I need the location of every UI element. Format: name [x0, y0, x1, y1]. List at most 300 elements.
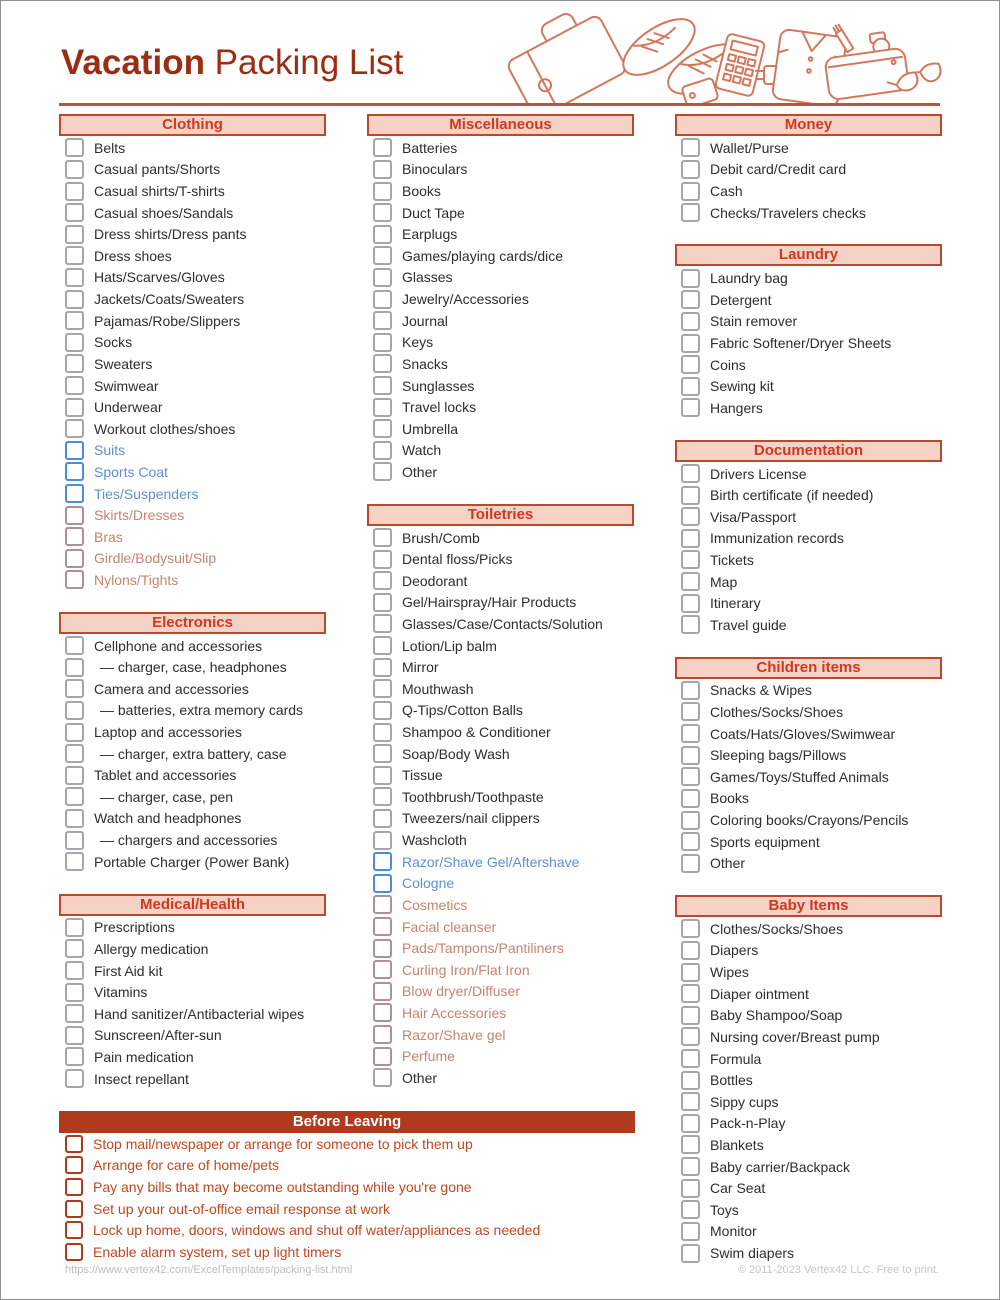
checklist-item	[675, 1177, 942, 1199]
checkbox[interactable]	[373, 376, 392, 395]
checkbox[interactable]	[681, 1179, 700, 1198]
checklist-item	[675, 1199, 942, 1221]
checkbox[interactable]	[373, 744, 392, 763]
checkbox[interactable]	[373, 658, 392, 677]
checkbox[interactable]	[681, 681, 700, 700]
checkbox[interactable]	[65, 723, 84, 742]
item-label: Earplugs	[402, 226, 458, 243]
checkbox[interactable]	[65, 376, 84, 395]
checkbox[interactable]	[681, 507, 700, 526]
checkbox[interactable]	[65, 961, 84, 980]
checkbox[interactable]	[373, 160, 392, 179]
checkbox[interactable]	[65, 246, 84, 265]
item-label: Enable alarm system, set up light timers	[93, 1243, 342, 1260]
checkbox[interactable]	[373, 982, 392, 1001]
checkbox[interactable]	[65, 527, 84, 546]
checkbox[interactable]	[681, 138, 700, 157]
checklist-item	[367, 440, 634, 462]
item-label: Shampoo & Conditioner	[402, 724, 551, 741]
checklist-item	[367, 267, 634, 289]
checkbox[interactable]	[373, 960, 392, 979]
checkbox[interactable]	[681, 1135, 700, 1154]
checkbox[interactable]	[65, 918, 84, 937]
checkbox[interactable]	[65, 701, 84, 720]
item-label: Cologne	[402, 875, 455, 892]
checkbox[interactable]	[681, 1027, 700, 1046]
section-items	[59, 634, 326, 873]
item-label: Umbrella	[402, 420, 459, 437]
checkbox[interactable]	[373, 679, 392, 698]
item-label: Travel guide	[710, 616, 787, 633]
checkbox[interactable]	[373, 203, 392, 222]
item-label: Sweaters	[94, 355, 153, 372]
checklist-item	[675, 137, 942, 159]
checkbox[interactable]	[65, 787, 84, 806]
checkbox[interactable]	[65, 290, 84, 309]
checkbox[interactable]	[373, 766, 392, 785]
checklist-item	[367, 959, 634, 981]
checklist-item	[59, 331, 326, 353]
checkbox[interactable]	[681, 1092, 700, 1111]
item-label: — charger, extra battery, case	[100, 745, 287, 762]
checklist-item	[675, 852, 942, 874]
checklist-item	[59, 202, 326, 224]
section-items	[675, 462, 942, 636]
checklist-item	[675, 311, 942, 333]
checkbox[interactable]	[65, 1004, 84, 1023]
checkbox[interactable]	[65, 138, 84, 157]
item-label: Casual shirts/T-shirts	[94, 183, 225, 200]
section-toiletries	[367, 504, 634, 1089]
section-items	[59, 136, 326, 591]
checklist-item	[59, 851, 326, 873]
checklist-item	[367, 700, 634, 722]
checklist-item	[675, 332, 942, 354]
checkbox[interactable]	[373, 636, 392, 655]
checklist-item	[367, 937, 634, 959]
checkbox[interactable]	[681, 550, 700, 569]
checkbox[interactable]	[373, 550, 392, 569]
checklist-item	[59, 1068, 326, 1090]
checklist-item	[367, 245, 634, 267]
checkbox[interactable]	[373, 571, 392, 590]
checkbox[interactable]	[681, 529, 700, 548]
checklist-item	[59, 548, 326, 570]
section-items	[367, 136, 634, 483]
checklist-item	[675, 809, 942, 831]
checklist-item	[675, 1134, 942, 1156]
item-label: Sippy cups	[710, 1093, 779, 1110]
checkbox[interactable]	[681, 355, 700, 374]
checkbox[interactable]	[65, 679, 84, 698]
item-label: Belts	[94, 139, 126, 156]
checkbox[interactable]	[373, 917, 392, 936]
checklist-item	[59, 938, 326, 960]
checkbox[interactable]	[65, 1069, 84, 1088]
checkbox[interactable]	[373, 1003, 392, 1022]
item-label: Toothbrush/Toothpaste	[402, 788, 544, 805]
item-label: Tweezers/nail clippers	[402, 810, 540, 827]
checkbox[interactable]	[65, 852, 84, 871]
item-label: Map	[710, 573, 738, 590]
section-documentation	[675, 440, 942, 636]
checklist-item	[367, 1067, 634, 1089]
section-items	[675, 266, 942, 418]
checklist-item	[367, 786, 634, 808]
item-label: Binoculars	[402, 161, 468, 178]
checklist-item	[675, 940, 942, 962]
checkbox[interactable]	[373, 614, 392, 633]
item-label: Wipes	[710, 964, 749, 981]
checklist-item	[59, 656, 326, 678]
checklist-item	[367, 396, 634, 418]
checklist-item	[675, 961, 942, 983]
section-medical-health	[59, 894, 326, 1090]
checkbox[interactable]	[681, 984, 700, 1003]
item-label: Tissue	[402, 767, 443, 784]
item-label: Suits	[94, 442, 126, 459]
checkbox[interactable]	[681, 1157, 700, 1176]
section-items	[675, 917, 942, 1264]
checklist-item	[675, 1048, 942, 1070]
checkbox[interactable]	[373, 290, 392, 309]
checkbox[interactable]	[681, 1071, 700, 1090]
checkbox[interactable]	[681, 377, 700, 396]
checkbox[interactable]	[373, 182, 392, 201]
checklist-item	[367, 1002, 634, 1024]
checkbox[interactable]	[681, 1049, 700, 1068]
checkbox[interactable]	[681, 746, 700, 765]
checkbox[interactable]	[65, 268, 84, 287]
checklist-item	[59, 635, 326, 657]
checkbox[interactable]	[681, 182, 700, 201]
travel-doodles-illustration	[494, 9, 944, 104]
checklist-item	[59, 829, 326, 851]
checklist-item	[59, 526, 326, 548]
section-header: Baby Items	[675, 895, 942, 917]
checkbox[interactable]	[681, 789, 700, 808]
checkbox[interactable]	[65, 203, 84, 222]
checkbox[interactable]	[65, 636, 84, 655]
checklist-item	[675, 202, 942, 224]
checkbox[interactable]	[681, 919, 700, 938]
section-items	[59, 916, 326, 1090]
checklist-item	[59, 743, 326, 765]
checklist-item	[59, 1176, 635, 1198]
calculator-icon	[715, 33, 765, 97]
checklist-item	[367, 808, 634, 830]
checkbox[interactable]	[373, 852, 392, 871]
checklist-item	[367, 981, 634, 1003]
item-label: Brush/Comb	[402, 529, 480, 546]
checkbox[interactable]	[373, 1068, 392, 1087]
checklist-item	[59, 288, 326, 310]
item-label: Mirror	[402, 659, 439, 676]
footer-url[interactable]: https://www.vertex42.com/ExcelTemplates/packing-list.html	[65, 1264, 353, 1276]
checkbox[interactable]	[65, 939, 84, 958]
checkbox[interactable]	[373, 874, 392, 893]
checkbox[interactable]	[65, 1243, 83, 1261]
section-header: Electronics	[59, 612, 326, 634]
item-label: Dress shirts/Dress pants	[94, 226, 247, 243]
checkbox[interactable]	[65, 484, 84, 503]
checkbox[interactable]	[681, 963, 700, 982]
checkbox[interactable]	[65, 570, 84, 589]
checkbox[interactable]	[373, 268, 392, 287]
checkbox[interactable]	[681, 702, 700, 721]
checkbox[interactable]	[65, 506, 84, 525]
item-label: Lock up home, doors, windows and shut off water/appliances as needed	[93, 1222, 541, 1239]
checkbox[interactable]	[681, 572, 700, 591]
checklist-item	[675, 528, 942, 550]
checkbox[interactable]	[65, 311, 84, 330]
checklist-item	[675, 267, 942, 289]
checklist-item	[675, 354, 942, 376]
checkbox[interactable]	[373, 225, 392, 244]
checkbox[interactable]	[681, 767, 700, 786]
checkbox[interactable]	[373, 462, 392, 481]
checkbox[interactable]	[681, 811, 700, 830]
section-header: Toiletries	[367, 504, 634, 526]
item-label: Glasses	[402, 269, 453, 286]
checklist-item	[59, 917, 326, 939]
item-label: Wallet/Purse	[710, 139, 789, 156]
checkbox[interactable]	[373, 1025, 392, 1044]
item-label: Debit card/Credit card	[710, 161, 847, 178]
checkbox[interactable]	[65, 1221, 83, 1239]
checkbox[interactable]	[681, 464, 700, 483]
checklist-item	[59, 764, 326, 786]
checkbox[interactable]	[65, 983, 84, 1002]
item-label: Camera and accessories	[94, 680, 249, 697]
checklist-item	[367, 873, 634, 895]
checkbox[interactable]	[65, 462, 84, 481]
checkbox[interactable]	[65, 333, 84, 352]
checkbox[interactable]	[65, 398, 84, 417]
checklist-item	[59, 678, 326, 700]
checkbox[interactable]	[65, 1026, 84, 1045]
item-label: Bras	[94, 528, 123, 545]
checkbox[interactable]	[681, 1200, 700, 1219]
checkbox[interactable]	[681, 1114, 700, 1133]
item-label: Laptop and accessories	[94, 724, 242, 741]
item-label: Keys	[402, 334, 434, 351]
checkbox[interactable]	[65, 1200, 83, 1218]
checklist-item	[367, 137, 634, 159]
item-label: Coats/Hats/Gloves/Swimwear	[710, 725, 896, 742]
checkbox[interactable]	[681, 160, 700, 179]
checkbox[interactable]	[373, 246, 392, 265]
checklist-item	[59, 721, 326, 743]
checkbox[interactable]	[373, 701, 392, 720]
checkbox[interactable]	[65, 354, 84, 373]
section-header: Clothing	[59, 114, 326, 136]
checklist-item	[675, 484, 942, 506]
checkbox[interactable]	[373, 809, 392, 828]
checkbox[interactable]	[65, 744, 84, 763]
checkbox[interactable]	[373, 354, 392, 373]
checklist-item	[367, 635, 634, 657]
item-label: Socks	[94, 334, 133, 351]
item-label: Set up your out-of-office email response at work	[93, 1200, 391, 1217]
checklist-item	[675, 680, 942, 702]
checkbox[interactable]	[373, 939, 392, 958]
item-label: Stop mail/newspaper or arrange for someone to pick them up	[93, 1135, 473, 1152]
checkbox[interactable]	[373, 895, 392, 914]
checkbox[interactable]	[373, 398, 392, 417]
checklist-item	[675, 1242, 942, 1264]
item-label: Laundry bag	[710, 270, 788, 287]
checklist-item	[59, 353, 326, 375]
item-label: Insect repellant	[94, 1070, 189, 1087]
checklist-item	[59, 1025, 326, 1047]
checklist-item	[59, 569, 326, 591]
page-title-rest: Packing List	[204, 43, 404, 82]
item-label: Sewing kit	[710, 378, 774, 395]
item-label: Casual pants/Shorts	[94, 161, 221, 178]
section-items	[675, 136, 942, 223]
checkbox[interactable]	[65, 549, 84, 568]
checklist-item	[675, 1091, 942, 1113]
checkbox[interactable]	[681, 1006, 700, 1025]
checklist-item	[59, 981, 326, 1003]
checkbox[interactable]	[65, 419, 84, 438]
item-label: Travel locks	[402, 399, 477, 416]
item-label: Gel/Hairspray/Hair Products	[402, 594, 577, 611]
checklist-item	[367, 1024, 634, 1046]
checklist-item	[675, 1156, 942, 1178]
checkbox[interactable]	[65, 658, 84, 677]
checkbox[interactable]	[373, 831, 392, 850]
checkbox[interactable]	[681, 1244, 700, 1263]
item-label: Watch and headphones	[94, 810, 242, 827]
checkbox[interactable]	[681, 398, 700, 417]
item-label: Itinerary	[710, 595, 761, 612]
checkbox[interactable]	[65, 1135, 83, 1153]
item-label: Dental floss/Picks	[402, 551, 513, 568]
column-right	[675, 114, 942, 1264]
item-label: Portable Charger (Power Bank)	[94, 853, 290, 870]
checklist-item	[367, 851, 634, 873]
item-label: Sports Coat	[94, 463, 168, 480]
toiletry-bag-icon	[820, 15, 910, 100]
item-label: Razor/Shave gel	[402, 1026, 506, 1043]
checklist-item	[675, 1026, 942, 1048]
checklist-item	[675, 549, 942, 571]
checkbox[interactable]	[65, 766, 84, 785]
suitcase-icon	[498, 9, 627, 104]
checkbox[interactable]	[681, 203, 700, 222]
checkbox[interactable]	[65, 809, 84, 828]
checklist-item	[59, 310, 326, 332]
checkbox[interactable]	[65, 182, 84, 201]
checkbox[interactable]	[681, 854, 700, 873]
item-label: Lotion/Lip balm	[402, 637, 497, 654]
checklist-item	[367, 592, 634, 614]
section-items	[367, 526, 634, 1089]
checkbox[interactable]	[681, 615, 700, 634]
item-label: Stain remover	[710, 313, 798, 330]
checklist-item	[367, 527, 634, 549]
item-label: Sunglasses	[402, 377, 475, 394]
checklist-item	[367, 894, 634, 916]
checkbox[interactable]	[373, 528, 392, 547]
checkbox[interactable]	[681, 312, 700, 331]
checkbox[interactable]	[65, 225, 84, 244]
checkbox[interactable]	[681, 290, 700, 309]
checklist-item	[367, 223, 634, 245]
checklist-item	[367, 288, 634, 310]
checkbox[interactable]	[681, 594, 700, 613]
checkbox[interactable]	[373, 787, 392, 806]
checkbox[interactable]	[681, 334, 700, 353]
checklist-item	[367, 310, 634, 332]
checkbox[interactable]	[373, 723, 392, 742]
item-label: Toys	[710, 1201, 739, 1218]
checklist-item	[59, 700, 326, 722]
checkbox[interactable]	[373, 1047, 392, 1066]
checkbox[interactable]	[65, 160, 84, 179]
section-header: Before Leaving	[59, 1111, 635, 1133]
checkbox[interactable]	[373, 333, 392, 352]
item-label: Perfume	[402, 1048, 455, 1065]
checkbox[interactable]	[681, 832, 700, 851]
checklist-item	[675, 1221, 942, 1243]
checklist-item	[59, 483, 326, 505]
item-label: — charger, case, headphones	[100, 659, 287, 676]
checkbox[interactable]	[681, 941, 700, 960]
footer-copyright: © 2011-2023 Vertex42 LLC. Free to print.	[737, 1264, 939, 1276]
checklist-item	[675, 397, 942, 419]
checklist-item	[675, 1005, 942, 1027]
item-label: Diaper ointment	[710, 985, 809, 1002]
checklist-item	[59, 1133, 635, 1155]
checkbox[interactable]	[65, 1178, 83, 1196]
checklist-item	[675, 180, 942, 202]
item-label: Other	[402, 1069, 438, 1086]
checkbox[interactable]	[373, 419, 392, 438]
checkbox[interactable]	[373, 138, 392, 157]
checkbox[interactable]	[681, 1222, 700, 1241]
checkbox[interactable]	[373, 593, 392, 612]
item-label: Mouthwash	[402, 680, 474, 697]
checklist-item	[675, 831, 942, 853]
checkbox[interactable]	[373, 441, 392, 460]
item-label: Workout clothes/shoes	[94, 420, 236, 437]
item-label: Diapers	[710, 942, 759, 959]
item-label: Skirts/Dresses	[94, 507, 185, 524]
checklist-item	[367, 764, 634, 786]
item-label: Blow dryer/Diffuser	[402, 983, 521, 1000]
checkbox[interactable]	[681, 486, 700, 505]
checkbox[interactable]	[65, 831, 84, 850]
item-label: Deodorant	[402, 572, 468, 589]
checkbox[interactable]	[373, 311, 392, 330]
checkbox[interactable]	[65, 1047, 84, 1066]
item-label: Vitamins	[94, 984, 148, 1001]
checkbox[interactable]	[681, 269, 700, 288]
checklist-item	[675, 375, 942, 397]
item-label: Hand sanitizer/Antibacterial wipes	[94, 1005, 305, 1022]
item-label: Nylons/Tights	[94, 571, 179, 588]
checklist-item	[675, 1113, 942, 1135]
checkbox[interactable]	[65, 441, 84, 460]
checkbox[interactable]	[681, 724, 700, 743]
item-label: Cash	[710, 183, 743, 200]
checklist-item	[675, 744, 942, 766]
checkbox[interactable]	[65, 1156, 83, 1174]
checklist-item	[367, 1045, 634, 1067]
